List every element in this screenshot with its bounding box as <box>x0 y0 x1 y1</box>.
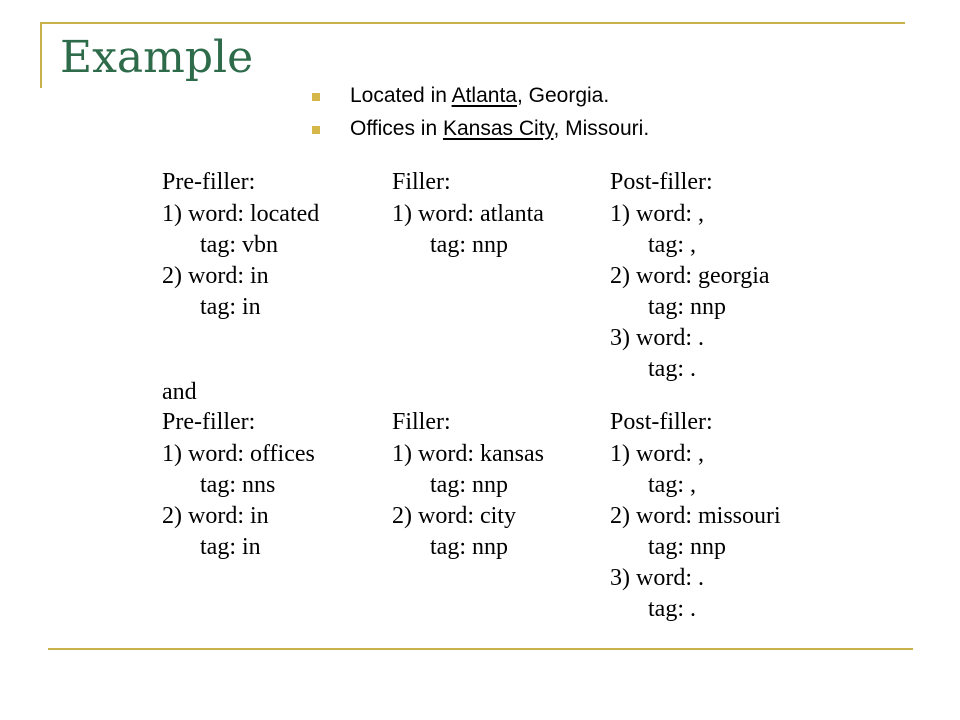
rule-row: tag: . <box>648 596 696 622</box>
bullet-underlined: Atlanta <box>451 84 517 107</box>
rule-row: 2) word: in <box>162 263 269 289</box>
column-header: Filler: <box>392 409 451 435</box>
rule-row: tag: nnp <box>430 534 508 560</box>
column-header: Filler: <box>392 169 451 195</box>
rule2-prefiller <box>162 406 315 562</box>
column-header: Post-filler: <box>610 169 713 195</box>
rule-row: tag: nnp <box>648 534 726 560</box>
rule-row: 1) word: , <box>610 441 704 467</box>
bottom-rule <box>48 648 913 650</box>
rule-row: tag: in <box>200 534 261 560</box>
rule-row: tag: vbn <box>200 232 278 258</box>
column-header: Pre-filler: <box>162 169 256 195</box>
rule-row: 1) word: offices <box>162 441 315 467</box>
rule-row: tag: nnp <box>430 232 508 258</box>
rule2-filler <box>392 406 544 562</box>
slide-title: Example <box>60 32 254 83</box>
rule-row: tag: nnp <box>648 294 726 320</box>
rule-row: 3) word: . <box>610 325 704 351</box>
rule-row: tag: , <box>648 232 696 258</box>
bullet-text-post: , Georgia. <box>516 84 610 107</box>
rule-row: 2) word: in <box>162 503 269 529</box>
rule-row: 1) word: , <box>610 201 704 227</box>
bullet-item <box>312 82 649 115</box>
left-rule <box>40 22 42 88</box>
bullet-item <box>312 115 649 148</box>
bullet-text-pre: Located in <box>350 84 452 107</box>
rule-row: tag: in <box>200 294 261 320</box>
column-header: Post-filler: <box>610 409 713 435</box>
rule-row: 1) word: atlanta <box>392 201 544 227</box>
bullet-square-icon <box>312 93 320 101</box>
column-header: Pre-filler: <box>162 409 256 435</box>
rule-row: tag: , <box>648 472 696 498</box>
rule-row: 2) word: missouri <box>610 503 781 529</box>
rule-row: 1) word: kansas <box>392 441 544 467</box>
rule1-postfiller <box>610 166 770 384</box>
rule-row: 2) word: georgia <box>610 263 770 289</box>
bullet-square-icon <box>312 126 320 134</box>
rule-row: 1) word: located <box>162 201 320 227</box>
bullet-text-pre: Offices in <box>350 117 443 140</box>
top-rule <box>40 22 905 24</box>
bullet-underlined: Kansas City <box>442 117 554 140</box>
rule-row: tag: nnp <box>430 472 508 498</box>
and-label: and <box>162 379 197 405</box>
rule1-filler <box>392 166 544 260</box>
rule-row: 2) word: city <box>392 503 516 529</box>
rule-row: 3) word: . <box>610 565 704 591</box>
rule2-postfiller <box>610 406 781 624</box>
rule1-prefiller <box>162 166 319 322</box>
rule-row: tag: . <box>648 356 696 382</box>
bullet-list <box>312 82 649 148</box>
bullet-text-post: , Missouri. <box>553 117 650 140</box>
rule-row: tag: nns <box>200 472 276 498</box>
